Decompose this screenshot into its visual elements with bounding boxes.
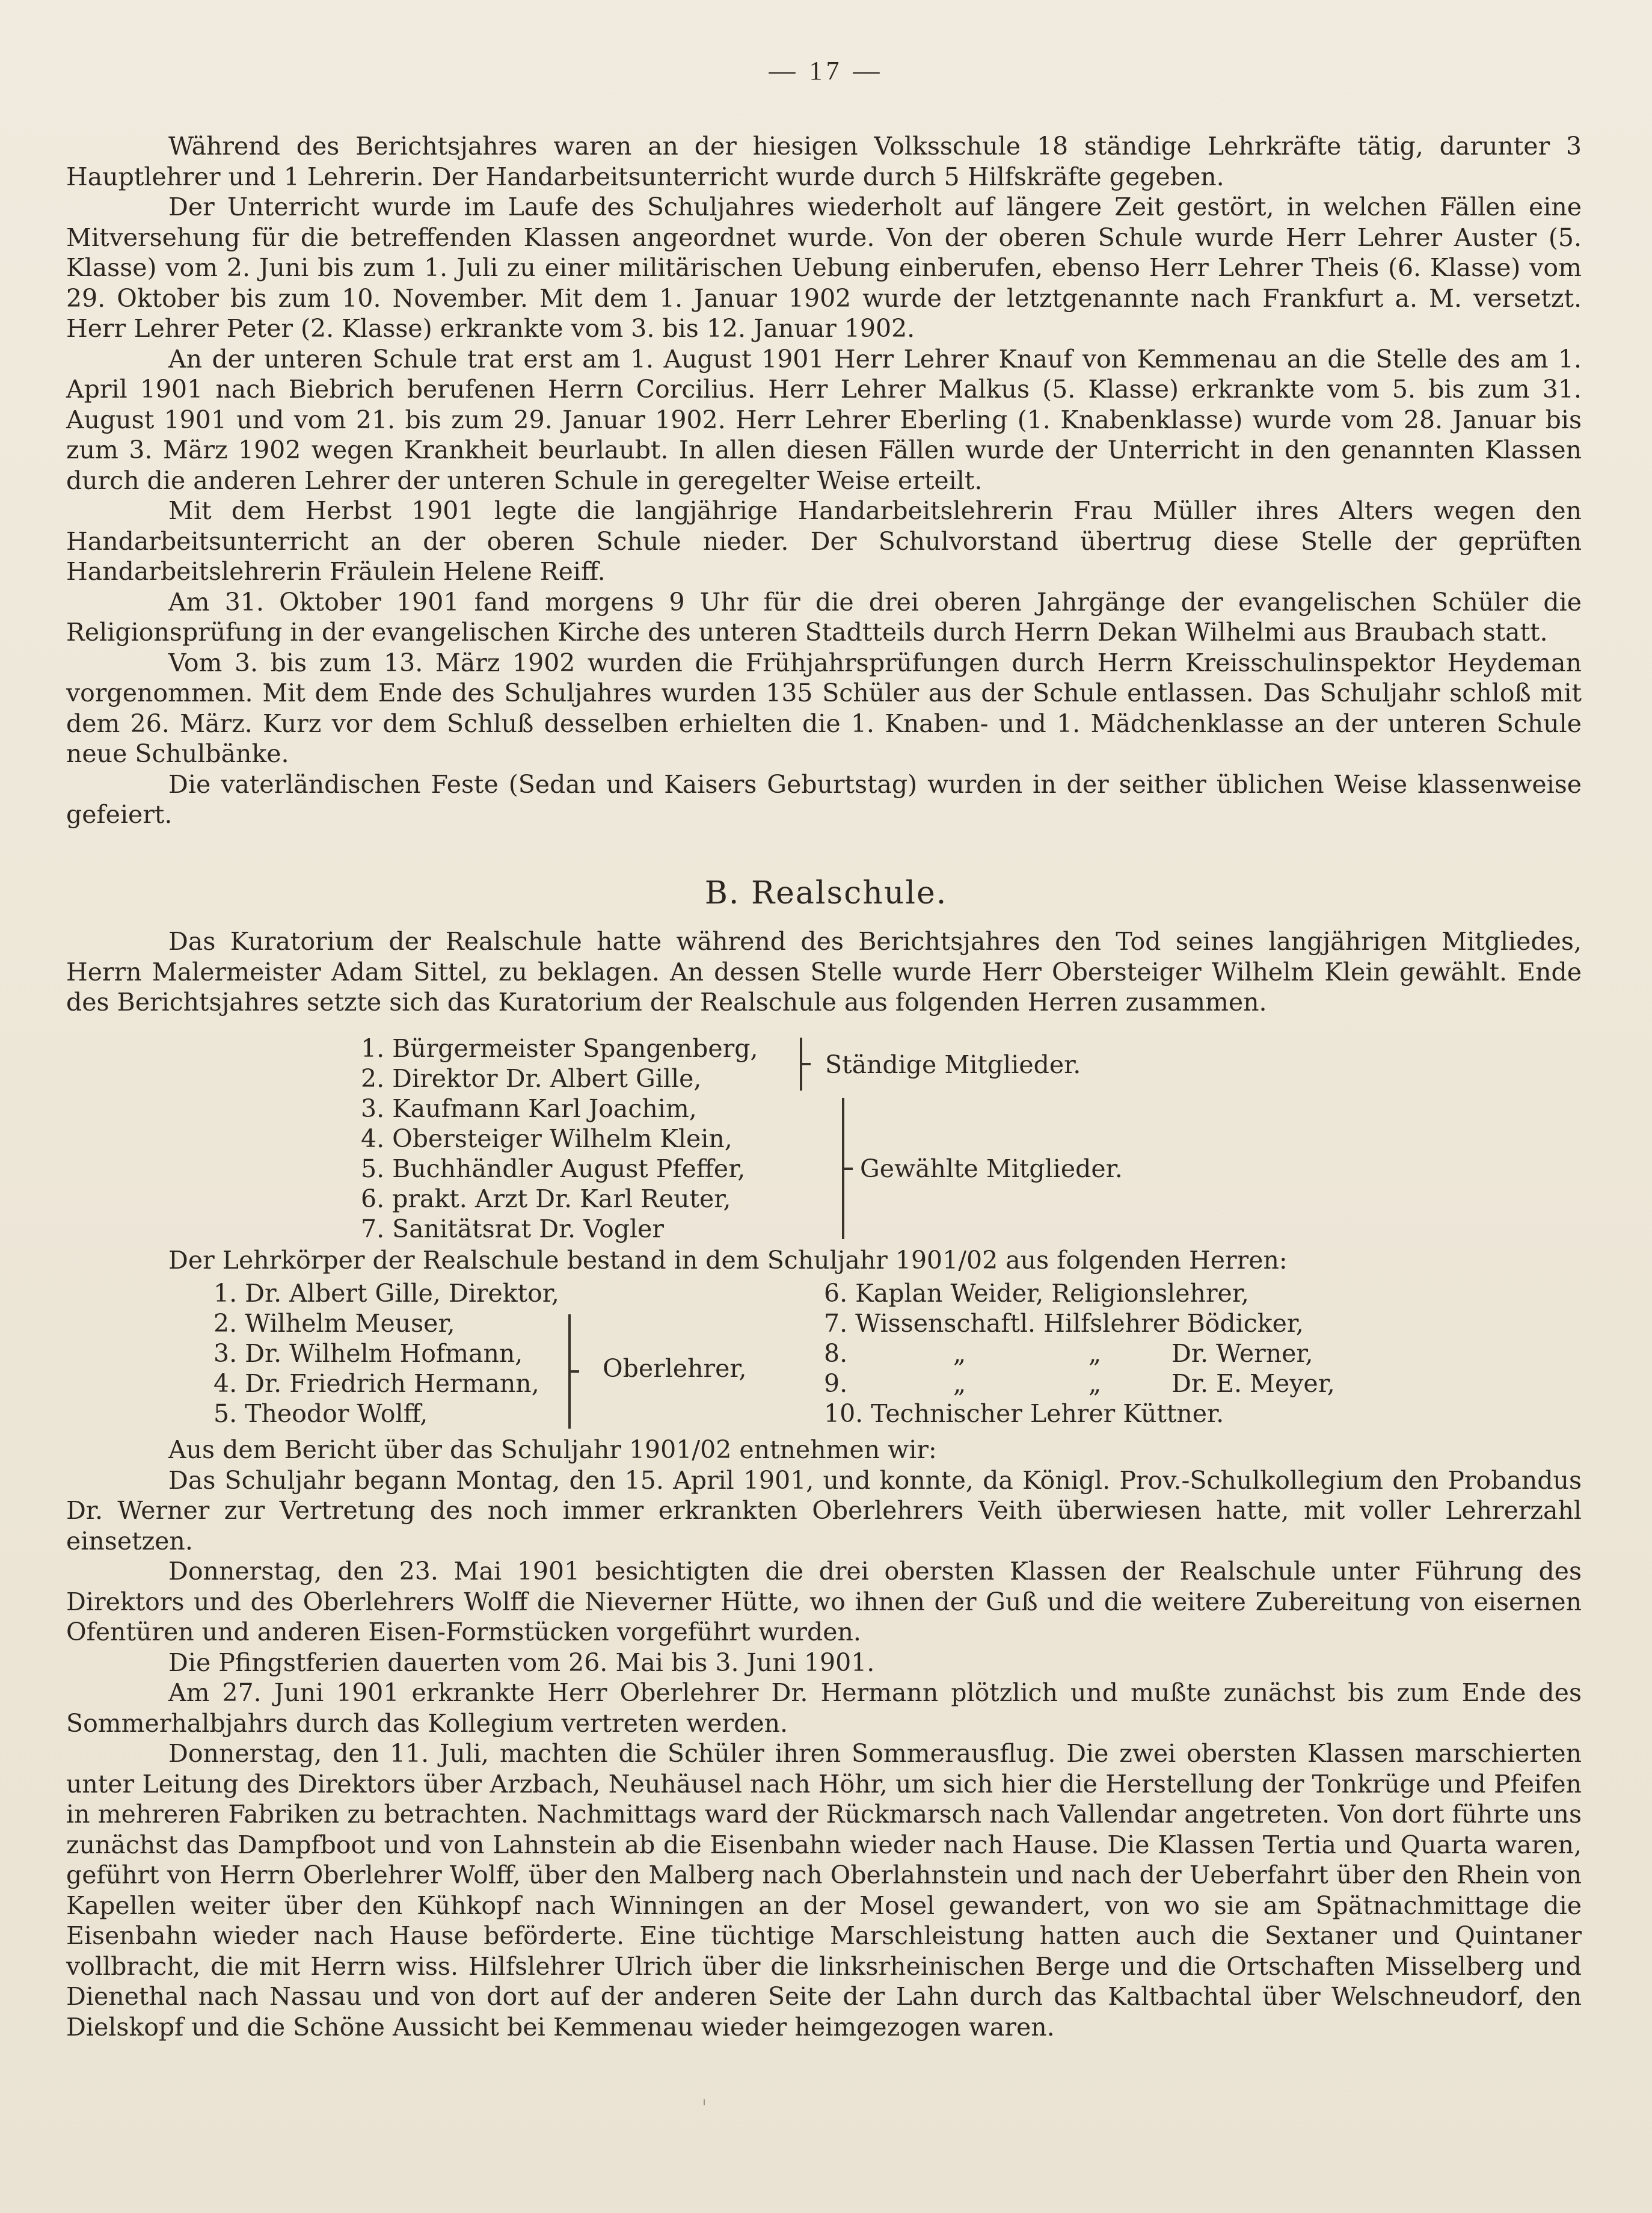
paragraph: Das Schuljahr begann Montag, den 15. April 1901, und konnte, da Königl. Prov.-Schulkollegium den Probandus Dr. Werner zur Vertretung des noch immer erkrankten Oberlehrers Veith überwiesen hatte, mit voller Lehrerzahl einsetzen. xyxy=(66,1465,1582,1556)
ditto-mark: „ xyxy=(953,1339,966,1368)
teacher-item: 1. Dr. Albert Gille, Direktor, xyxy=(213,1279,559,1308)
teacher-item: 3. Dr. Wilhelm Hofmann, xyxy=(213,1339,523,1368)
paragraph: Am 27. Juni 1901 erkrankte Herr Oberlehrer Dr. Hermann plötzlich und mußte zunächst bis zum Ende des Sommerhalbjahrs durch das Kollegium vertreten werden. xyxy=(66,1678,1582,1738)
teacher-item: 5. Theodor Wolff, xyxy=(213,1399,428,1428)
print-mark xyxy=(704,2099,705,2105)
teacher-item-name: Dr. Werner, xyxy=(1171,1339,1313,1368)
teacher-item-number: 8. xyxy=(824,1339,848,1368)
brace xyxy=(782,1038,802,1091)
paragraph: An der unteren Schule trat erst am 1. August 1901 Herr Lehrer Knauf von Kemmenau an die Stelle des am 1. April 1901 nach Biebrich berufenen Herrn Corcilius. Herr Lehrer Malkus (5. Klasse) erkrankte vom 5. bis zum 31. August 1901 und vom 21. bis zum 29. Januar 1902. Herr Lehrer Eberling (1. Knabenklasse) wurde vom 28. Januar bis zum 3. März 1902 wegen Krankheit beurlaubt. In allen diesen Fällen wurde der Unterricht in den genannten Klassen durch die anderen Lehrer der unteren Schule in geregelter Weise erteilt. xyxy=(66,344,1582,495)
lehrkoerper-intro xyxy=(66,1245,1582,1276)
brace xyxy=(553,1314,571,1429)
teacher-item: 4. Dr. Friedrich Hermann, xyxy=(213,1369,539,1398)
volksschule-section xyxy=(66,131,1582,830)
section-heading: B. Realschule. xyxy=(704,875,948,911)
paragraph: Der Unterricht wurde im Laufe des Schuljahres wiederholt auf längere Zeit gestört, in welchen Fällen eine Mitversehung für die betreffenden Klassen angeordnet wurde. Von der oberen Schule wurde Herr Lehrer Auster (5. Klasse) vom 2. Juni bis zum 1. Juli zu einer militärischen Uebung einberufen, ebenso Herr Lehrer Theis (6. Klasse) vom 29. Oktober bis zum 10. November. Mit dem 1. Januar 1902 wurde der letztgenannte nach Frankfurt a. M. versetzt. Herr Lehrer Peter (2. Klasse) erkrankte vom 3. bis 12. Januar 1902. xyxy=(66,192,1582,343)
teacher-item: 10. Technischer Lehrer Küttner. xyxy=(824,1399,1224,1428)
page-number: — 17 — xyxy=(769,56,883,85)
group-label-standing: Ständige Mitglieder. xyxy=(825,1050,1081,1079)
paragraph: Die vaterländischen Feste (Sedan und Kaisers Geburtstag) wurden in der seither üblichen Weise klassenweise gefeiert. xyxy=(66,769,1582,829)
paragraph: Vom 3. bis zum 13. März 1902 wurden die Frühjahrsprüfungen durch Herrn Kreisschulinspektor Heydeman vorgenommen. Mit dem Ende des Schuljahres wurden 135 Schüler aus der Schule entlassen. Das Schuljahr schloß mit dem 26. März. Kurz vor dem Schluß desselben erhielten die 1. Knaben- und 1. Mädchenklasse an der unteren Schule neue Schulbänke. xyxy=(66,648,1582,768)
list-item: 4. Obersteiger Wilhelm Klein, xyxy=(361,1124,732,1153)
paragraph: Während des Berichtsjahres waren an der hiesigen Volksschule 18 ständige Lehrkräfte tätig, darunter 3 Hauptlehrer und 1 Lehrerin. Der Handarbeitsunterricht wurde durch 5 Hilfskräfte gegeben. xyxy=(66,132,1582,191)
teacher-item: 2. Wilhelm Meuser, xyxy=(213,1309,455,1338)
brace xyxy=(824,1098,844,1239)
list-item: 7. Sanitätsrat Dr. Vogler xyxy=(361,1214,664,1243)
list-item: 6. prakt. Arzt Dr. Karl Reuter, xyxy=(361,1184,731,1213)
teacher-item: 7. Wissenschaftl. Hilfslehrer Bödicker, xyxy=(824,1309,1304,1338)
paragraph: Donnerstag, den 11. Juli, machten die Schüler ihren Sommerausflug. Die zwei obersten Klassen marschierten unter Leitung des Direktors über Arzbach, Neuhäusel nach Höhr, um sich hier die Herstellung der Tonkrüge und Pfeifen in mehreren Fabriken zu betrachten. Nachmittags ward der Rückmarsch nach Vallendar angetreten. Von dort führte uns zunächst das Dampfboot und von Lahnstein ab die Eisenbahn wieder nach Hause. Die Klassen Tertia und Quarta waren, geführt von Herrn Oberlehrer Wolff, über den Malberg nach Oberlahnstein und nach der Ueberfahrt über den Rhein von Kapellen weiter über den Kühkopf nach Winningen an der Mosel gewandert, von wo sie am Spätnachmittage die Eisenbahn wieder nach Hause beförderte. Eine tüchtige Marschleistung hatten auch die Sextaner und Quintaner vollbracht, die mit Herrn wiss. Hilfslehrer Ulrich über die linksrheinischen Berge und die Ortschaften Misselberg und Dienethal nach Nassau und von dort auf der anderen Seite der Lahn durch das Kaltbachtal über Welschneudorf, den Dielskopf und die Schöne Aussicht bei Kemmenau wieder heimgezogen waren. xyxy=(66,1739,1582,2042)
list-item: 2. Direktor Dr. Albert Gille, xyxy=(361,1064,702,1093)
ditto-mark: „ xyxy=(953,1369,966,1398)
group-label-elected: Gewählte Mitglieder. xyxy=(860,1154,1123,1183)
ditto-mark: „ xyxy=(1089,1369,1102,1398)
realschule-intro xyxy=(66,926,1582,1018)
teacher-item-name: Dr. E. Meyer, xyxy=(1171,1369,1335,1398)
list-item: 3. Kaufmann Karl Joachim, xyxy=(361,1094,697,1123)
oberlehrer-label: Oberlehrer, xyxy=(603,1354,747,1383)
paragraph: Aus dem Bericht über das Schuljahr 1901/02 entnehmen wir: xyxy=(168,1435,937,1464)
teacher-item: 6. Kaplan Weider, Religionslehrer, xyxy=(824,1279,1249,1308)
paragraph: Das Kuratorium der Realschule hatte während des Berichtsjahres den Tod seines langjährigen Mitgliedes, Herrn Malermeister Adam Sittel, zu beklagen. An dessen Stelle wurde Herr Obersteiger Wilhelm Klein gewählt. Ende des Berichtsjahres setzte sich das Kuratorium der Realschule aus folgenden Herren zusammen. xyxy=(66,927,1582,1017)
report-section xyxy=(66,1435,1582,2042)
paragraph: Mit dem Herbst 1901 legte die langjährige Handarbeitslehrerin Frau Müller ihres Alters wegen den Handarbeitsunterricht an der oberen Schule nieder. Der Schulvorstand übertrug diese Stelle der geprüften Handarbeitslehrerin Fräulein Helene Reiff. xyxy=(66,496,1582,586)
list-item: 1. Bürgermeister Spangenberg, xyxy=(361,1034,758,1063)
paragraph: Am 31. Oktober 1901 fand morgens 9 Uhr für die drei oberen Jahrgänge der evangelischen Schüler die Religionsprüfung in der evangelischen Kirche des unteren Stadtteils durch Herrn Dekan Wilhelmi aus Braubach statt. xyxy=(66,587,1582,647)
paragraph: Die Pfingstferien dauerten vom 26. Mai bis 3. Juni 1901. xyxy=(168,1648,875,1677)
paragraph: Der Lehrkörper der Realschule bestand in dem Schuljahr 1901/02 aus folgenden Herren: xyxy=(168,1246,1288,1275)
teacher-item-number: 9. xyxy=(824,1369,848,1398)
paragraph: Donnerstag, den 23. Mai 1901 besichtigten die drei obersten Klassen der Realschule unter Führung des Direktors und des Oberlehrers Wolff die Nieverner Hütte, wo ihnen der Guß und die weitere Zubereitung von eisernen Ofentüren und anderen Eisen-Formstücken vorgeführt wurden. xyxy=(66,1557,1582,1646)
list-item: 5. Buchhändler August Pfeffer, xyxy=(361,1154,746,1183)
ditto-mark: „ xyxy=(1089,1339,1102,1368)
